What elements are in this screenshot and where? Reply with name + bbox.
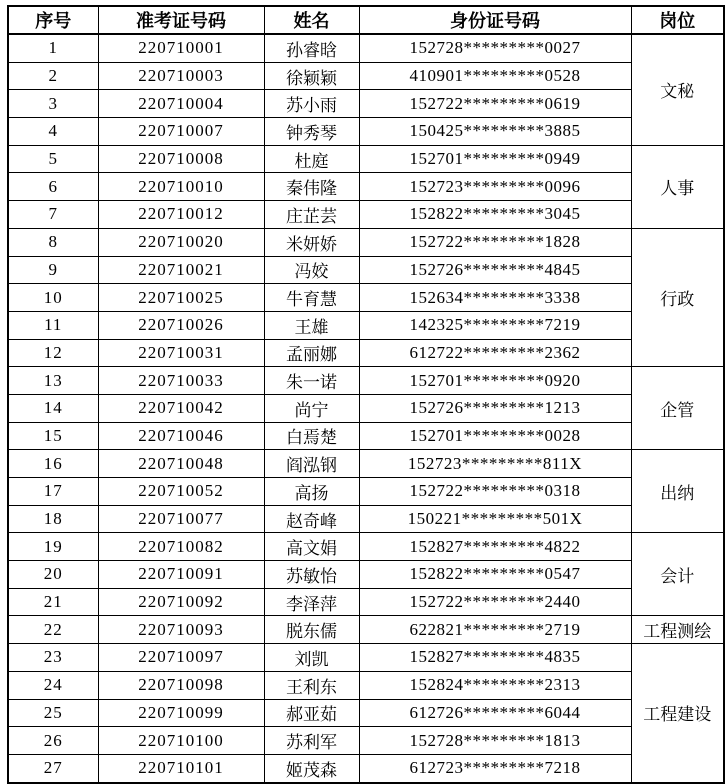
ticket-cell: 220710010 [98, 173, 264, 201]
seq-cell: 15 [8, 422, 98, 450]
ticket-cell: 220710026 [98, 311, 264, 339]
seq-cell: 7 [8, 201, 98, 229]
ticket-cell: 220710077 [98, 505, 264, 533]
table-row [8, 561, 724, 589]
id-cell: 152722*********1828 [359, 228, 631, 256]
seq-cell: 19 [8, 533, 98, 561]
name-cell: 高文娟 [264, 533, 359, 561]
name-cell: 尚宁 [264, 394, 359, 422]
ticket-cell: 220710093 [98, 616, 264, 644]
ticket-cell: 220710001 [98, 34, 264, 62]
seq-cell: 21 [8, 588, 98, 616]
id-cell: 152726*********1213 [359, 394, 631, 422]
candidate-roster-table [7, 5, 725, 784]
seq-cell: 18 [8, 505, 98, 533]
ticket-cell: 220710007 [98, 118, 264, 146]
seq-cell: 4 [8, 118, 98, 146]
seq-cell: 20 [8, 561, 98, 589]
id-cell: 152701*********0920 [359, 367, 631, 395]
id-cell: 152827*********4822 [359, 533, 631, 561]
id-cell: 152728*********1813 [359, 727, 631, 755]
table-header-row [8, 6, 724, 34]
name-cell: 苏利军 [264, 727, 359, 755]
seq-cell: 3 [8, 90, 98, 118]
table-row [8, 284, 724, 312]
table-row [8, 450, 724, 478]
ticket-cell: 220710098 [98, 671, 264, 699]
ticket-cell: 220710052 [98, 478, 264, 506]
id-cell: 150221*********501X [359, 505, 631, 533]
table-row [8, 62, 724, 90]
id-cell: 152701*********0949 [359, 145, 631, 173]
table-row [8, 90, 724, 118]
seq-cell: 17 [8, 478, 98, 506]
ticket-cell: 220710020 [98, 228, 264, 256]
ticket-cell: 220710031 [98, 339, 264, 367]
position-cell: 工程测绘 [631, 616, 724, 644]
name-cell: 姬茂森 [264, 754, 359, 782]
seq-cell: 24 [8, 671, 98, 699]
name-cell: 白焉楚 [264, 422, 359, 450]
name-cell: 冯姣 [264, 256, 359, 284]
name-cell: 秦伟隆 [264, 173, 359, 201]
table-body [8, 34, 724, 783]
seq-cell: 1 [8, 34, 98, 62]
id-cell: 152728*********0027 [359, 34, 631, 62]
id-cell: 150425*********3885 [359, 118, 631, 146]
seq-cell: 13 [8, 367, 98, 395]
ticket-cell: 220710048 [98, 450, 264, 478]
seq-cell: 5 [8, 145, 98, 173]
ticket-cell: 220710021 [98, 256, 264, 284]
name-cell: 郝亚茹 [264, 699, 359, 727]
table-row [8, 201, 724, 229]
ticket-cell: 220710092 [98, 588, 264, 616]
seq-cell: 16 [8, 450, 98, 478]
id-cell: 612726*********6044 [359, 699, 631, 727]
name-cell: 徐颖颖 [264, 62, 359, 90]
ticket-cell: 220710008 [98, 145, 264, 173]
seq-cell: 26 [8, 727, 98, 755]
seq-cell: 9 [8, 256, 98, 284]
name-cell: 钟秀琴 [264, 118, 359, 146]
id-cell: 612722*********2362 [359, 339, 631, 367]
id-cell: 152726*********4845 [359, 256, 631, 284]
name-cell: 朱一诺 [264, 367, 359, 395]
table-row [8, 533, 724, 561]
column-header-seq: 序号 [8, 6, 98, 34]
ticket-cell: 220710033 [98, 367, 264, 395]
ticket-cell: 220710003 [98, 62, 264, 90]
id-cell: 152827*********4835 [359, 644, 631, 672]
name-cell: 阎泓钢 [264, 450, 359, 478]
seq-cell: 6 [8, 173, 98, 201]
ticket-cell: 220710101 [98, 754, 264, 782]
table-row [8, 339, 724, 367]
table-row [8, 311, 724, 339]
name-cell: 脱东儒 [264, 616, 359, 644]
seq-cell: 27 [8, 754, 98, 782]
table-row [8, 228, 724, 256]
seq-cell: 8 [8, 228, 98, 256]
name-cell: 杜庭 [264, 145, 359, 173]
table-row [8, 671, 724, 699]
seq-cell: 10 [8, 284, 98, 312]
name-cell: 王雄 [264, 311, 359, 339]
ticket-cell: 220710042 [98, 394, 264, 422]
id-cell: 152822*********0547 [359, 561, 631, 589]
table-row [8, 699, 724, 727]
ticket-cell: 220710099 [98, 699, 264, 727]
name-cell: 高扬 [264, 478, 359, 506]
column-header-ticket: 准考证号码 [98, 6, 264, 34]
name-cell: 王利东 [264, 671, 359, 699]
table-row [8, 616, 724, 644]
column-header-position: 岗位 [631, 6, 724, 34]
id-cell: 152723*********811X [359, 450, 631, 478]
id-cell: 152701*********0028 [359, 422, 631, 450]
ticket-cell: 220710012 [98, 201, 264, 229]
table-row [8, 367, 724, 395]
table-row [8, 754, 724, 782]
name-cell: 刘凯 [264, 644, 359, 672]
name-cell: 米妍娇 [264, 228, 359, 256]
id-cell: 410901*********0528 [359, 62, 631, 90]
id-cell: 152722*********0619 [359, 90, 631, 118]
table-row [8, 394, 724, 422]
id-cell: 152723*********0096 [359, 173, 631, 201]
position-cell: 企管 [631, 367, 724, 450]
position-cell: 出纳 [631, 450, 724, 533]
seq-cell: 14 [8, 394, 98, 422]
table-row [8, 478, 724, 506]
name-cell: 孙睿晗 [264, 34, 359, 62]
name-cell: 庄芷芸 [264, 201, 359, 229]
ticket-cell: 220710082 [98, 533, 264, 561]
ticket-cell: 220710025 [98, 284, 264, 312]
ticket-cell: 220710100 [98, 727, 264, 755]
id-cell: 152824*********2313 [359, 671, 631, 699]
table-row [8, 256, 724, 284]
name-cell: 孟丽娜 [264, 339, 359, 367]
seq-cell: 23 [8, 644, 98, 672]
name-cell: 李泽萍 [264, 588, 359, 616]
position-cell: 行政 [631, 228, 724, 366]
table-row [8, 505, 724, 533]
table-row [8, 34, 724, 62]
id-cell: 152722*********2440 [359, 588, 631, 616]
id-cell: 152722*********0318 [359, 478, 631, 506]
table-row [8, 422, 724, 450]
seq-cell: 12 [8, 339, 98, 367]
name-cell: 苏敏怡 [264, 561, 359, 589]
column-header-name: 姓名 [264, 6, 359, 34]
id-cell: 612723*********7218 [359, 754, 631, 782]
id-cell: 622821*********2719 [359, 616, 631, 644]
position-cell: 会计 [631, 533, 724, 616]
ticket-cell: 220710091 [98, 561, 264, 589]
position-cell: 文秘 [631, 34, 724, 145]
table-row [8, 727, 724, 755]
table-row [8, 644, 724, 672]
table-row [8, 588, 724, 616]
seq-cell: 2 [8, 62, 98, 90]
seq-cell: 22 [8, 616, 98, 644]
id-cell: 152822*********3045 [359, 201, 631, 229]
id-cell: 152634*********3338 [359, 284, 631, 312]
table-row [8, 118, 724, 146]
position-cell: 人事 [631, 145, 724, 228]
table-row [8, 145, 724, 173]
name-cell: 牛育慧 [264, 284, 359, 312]
table-row [8, 173, 724, 201]
ticket-cell: 220710046 [98, 422, 264, 450]
seq-cell: 11 [8, 311, 98, 339]
name-cell: 苏小雨 [264, 90, 359, 118]
ticket-cell: 220710097 [98, 644, 264, 672]
seq-cell: 25 [8, 699, 98, 727]
ticket-cell: 220710004 [98, 90, 264, 118]
id-cell: 142325*********7219 [359, 311, 631, 339]
column-header-id: 身份证号码 [359, 6, 631, 34]
position-cell: 工程建设 [631, 644, 724, 783]
name-cell: 赵奇峰 [264, 505, 359, 533]
